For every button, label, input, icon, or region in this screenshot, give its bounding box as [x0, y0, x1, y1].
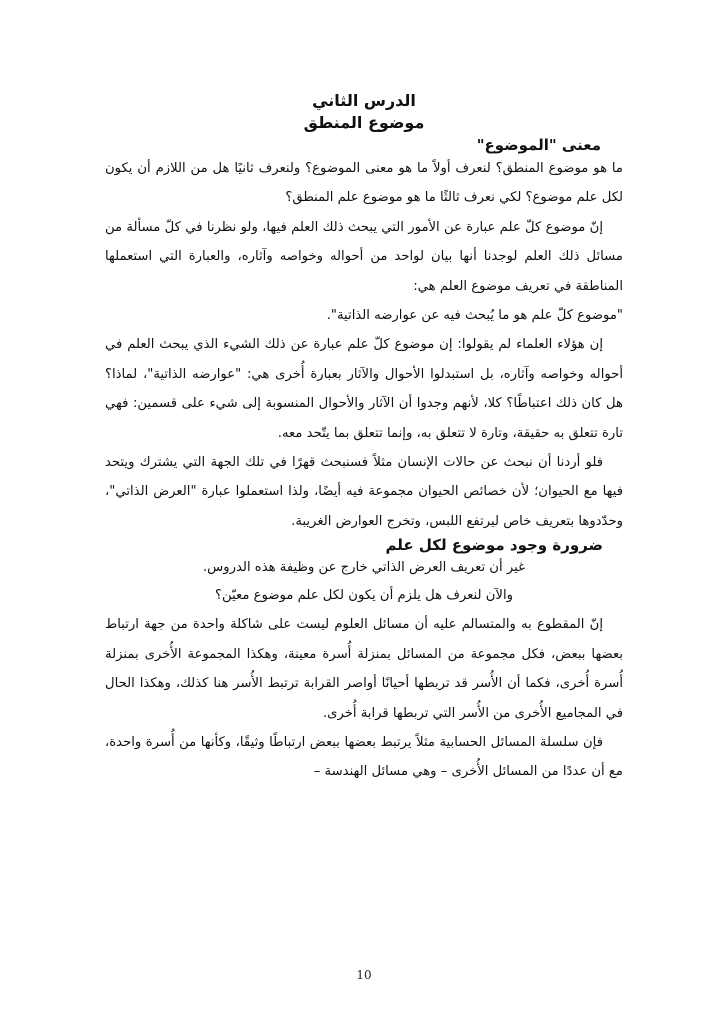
- paragraph-3: إن هؤلاء العلماء لم يقولوا: إن موضوع كلّ علم عبارة عن ذلك الشيء الذي يبحث العلم في أحواله وخواصه وآثاره، بل استبدلوا الأحوال والآثار بعبارة أُخرى هي: "عوارضه الذاتية"، لماذا؟ هل كان ذلك اعتباطًا؟ كلا، لأنهم وجدوا أن الآثار والأحوال المنسوبة إلى شيء على قسمين: فهي تارة تتعلق به حقيقة، وتارة لا تتعلق به، وإنما تتعلق بما يتّحد معه.: [105, 337, 623, 441]
- definition-quote: "موضوع كلّ علم هو ما يُبحث فيه عن عوارضه الذاتية".: [326, 308, 623, 324]
- paragraph-1: ما هو موضوع المنطق؟ لنعرف أولاً ما هو معنى الموضوع؟ ولنعرف ثانيًا هل من اللازم أن يكون لكل علم موضوع؟ لكي نعرف ثالثًا ما هو موضوع علم المنطق؟: [105, 161, 623, 206]
- title-block: [105, 90, 623, 134]
- note-line-2: والآن لنعرف هل يلزم أن يكون لكل علم موضوع معيّن؟: [215, 588, 513, 604]
- paragraph-2: إنّ موضوع كلّ علم عبارة عن الأمور التي يبحث ذلك العلم فيها، ولو نظرنا في كلّ مسألة من مسائل ذلك العلم لوجدنا أنها بيان لواحد من أحواله وخواصه وآثاره، والعبارة التي استعملها المناطقة في تعريف موضوع العلم هي:: [105, 219, 623, 294]
- page-number: 10: [356, 968, 372, 982]
- note-line-1: غير أن تعريف العرض الذاتي خارج عن وظيفة هذه الدروس.: [202, 560, 525, 576]
- document-page: [105, 90, 623, 787]
- paragraph-6: فإن سلسلة المسائل الحسابية مثلاً يرتبط بعضها ببعض ارتباطًا وثيقًا، وكأنها من أُسرة واحدة، مع أن عددًا من المسائل الأُخرى – وهي مسائل الهندسة –: [105, 734, 623, 780]
- paragraph-4: فلو أردنا أن نبحث عن حالات الإنسان مثلاً فسنبحث قهرًا في تلك الجهة التي يشترك ويتحد فيها مع الحيوان؛ لأن خصائص الحيوان مجموعة فيه أيضًا، ولذا استعملوا عبارة "العرض الذاتي"، وحدّدوها بتعريف خاص ليرتفع اللبس، وتخرج العوارض الغريبة.: [105, 455, 623, 529]
- section-heading-necessity: ضرورة وجود موضوع لكل علم: [385, 536, 603, 555]
- section-heading-meaning: معنى "الموضوع": [476, 136, 601, 154]
- lesson-subtitle: موضوع المنطق: [303, 113, 425, 132]
- lesson-title: الدرس الثاني: [312, 91, 416, 110]
- paragraph-5: إنّ المقطوع به والمتسالم عليه أن مسائل العلوم ليست على شاكلة واحدة من جهة ارتباط بعضها ببعض، فكل مجموعة من المسائل بمنزلة أُسرة معينة، وهكذا المجموعة الأُخرى بمنزلة أُسرة أُخرى، فكما أن الأُسر قد تربطها أحيانًا أواصر القرابة ترتبط الأُسر هنا كذلك، وهكذا الحال في المجاميع الأُخرى من الأُسر التي تربطها قرابة أُخرى.: [105, 617, 623, 721]
